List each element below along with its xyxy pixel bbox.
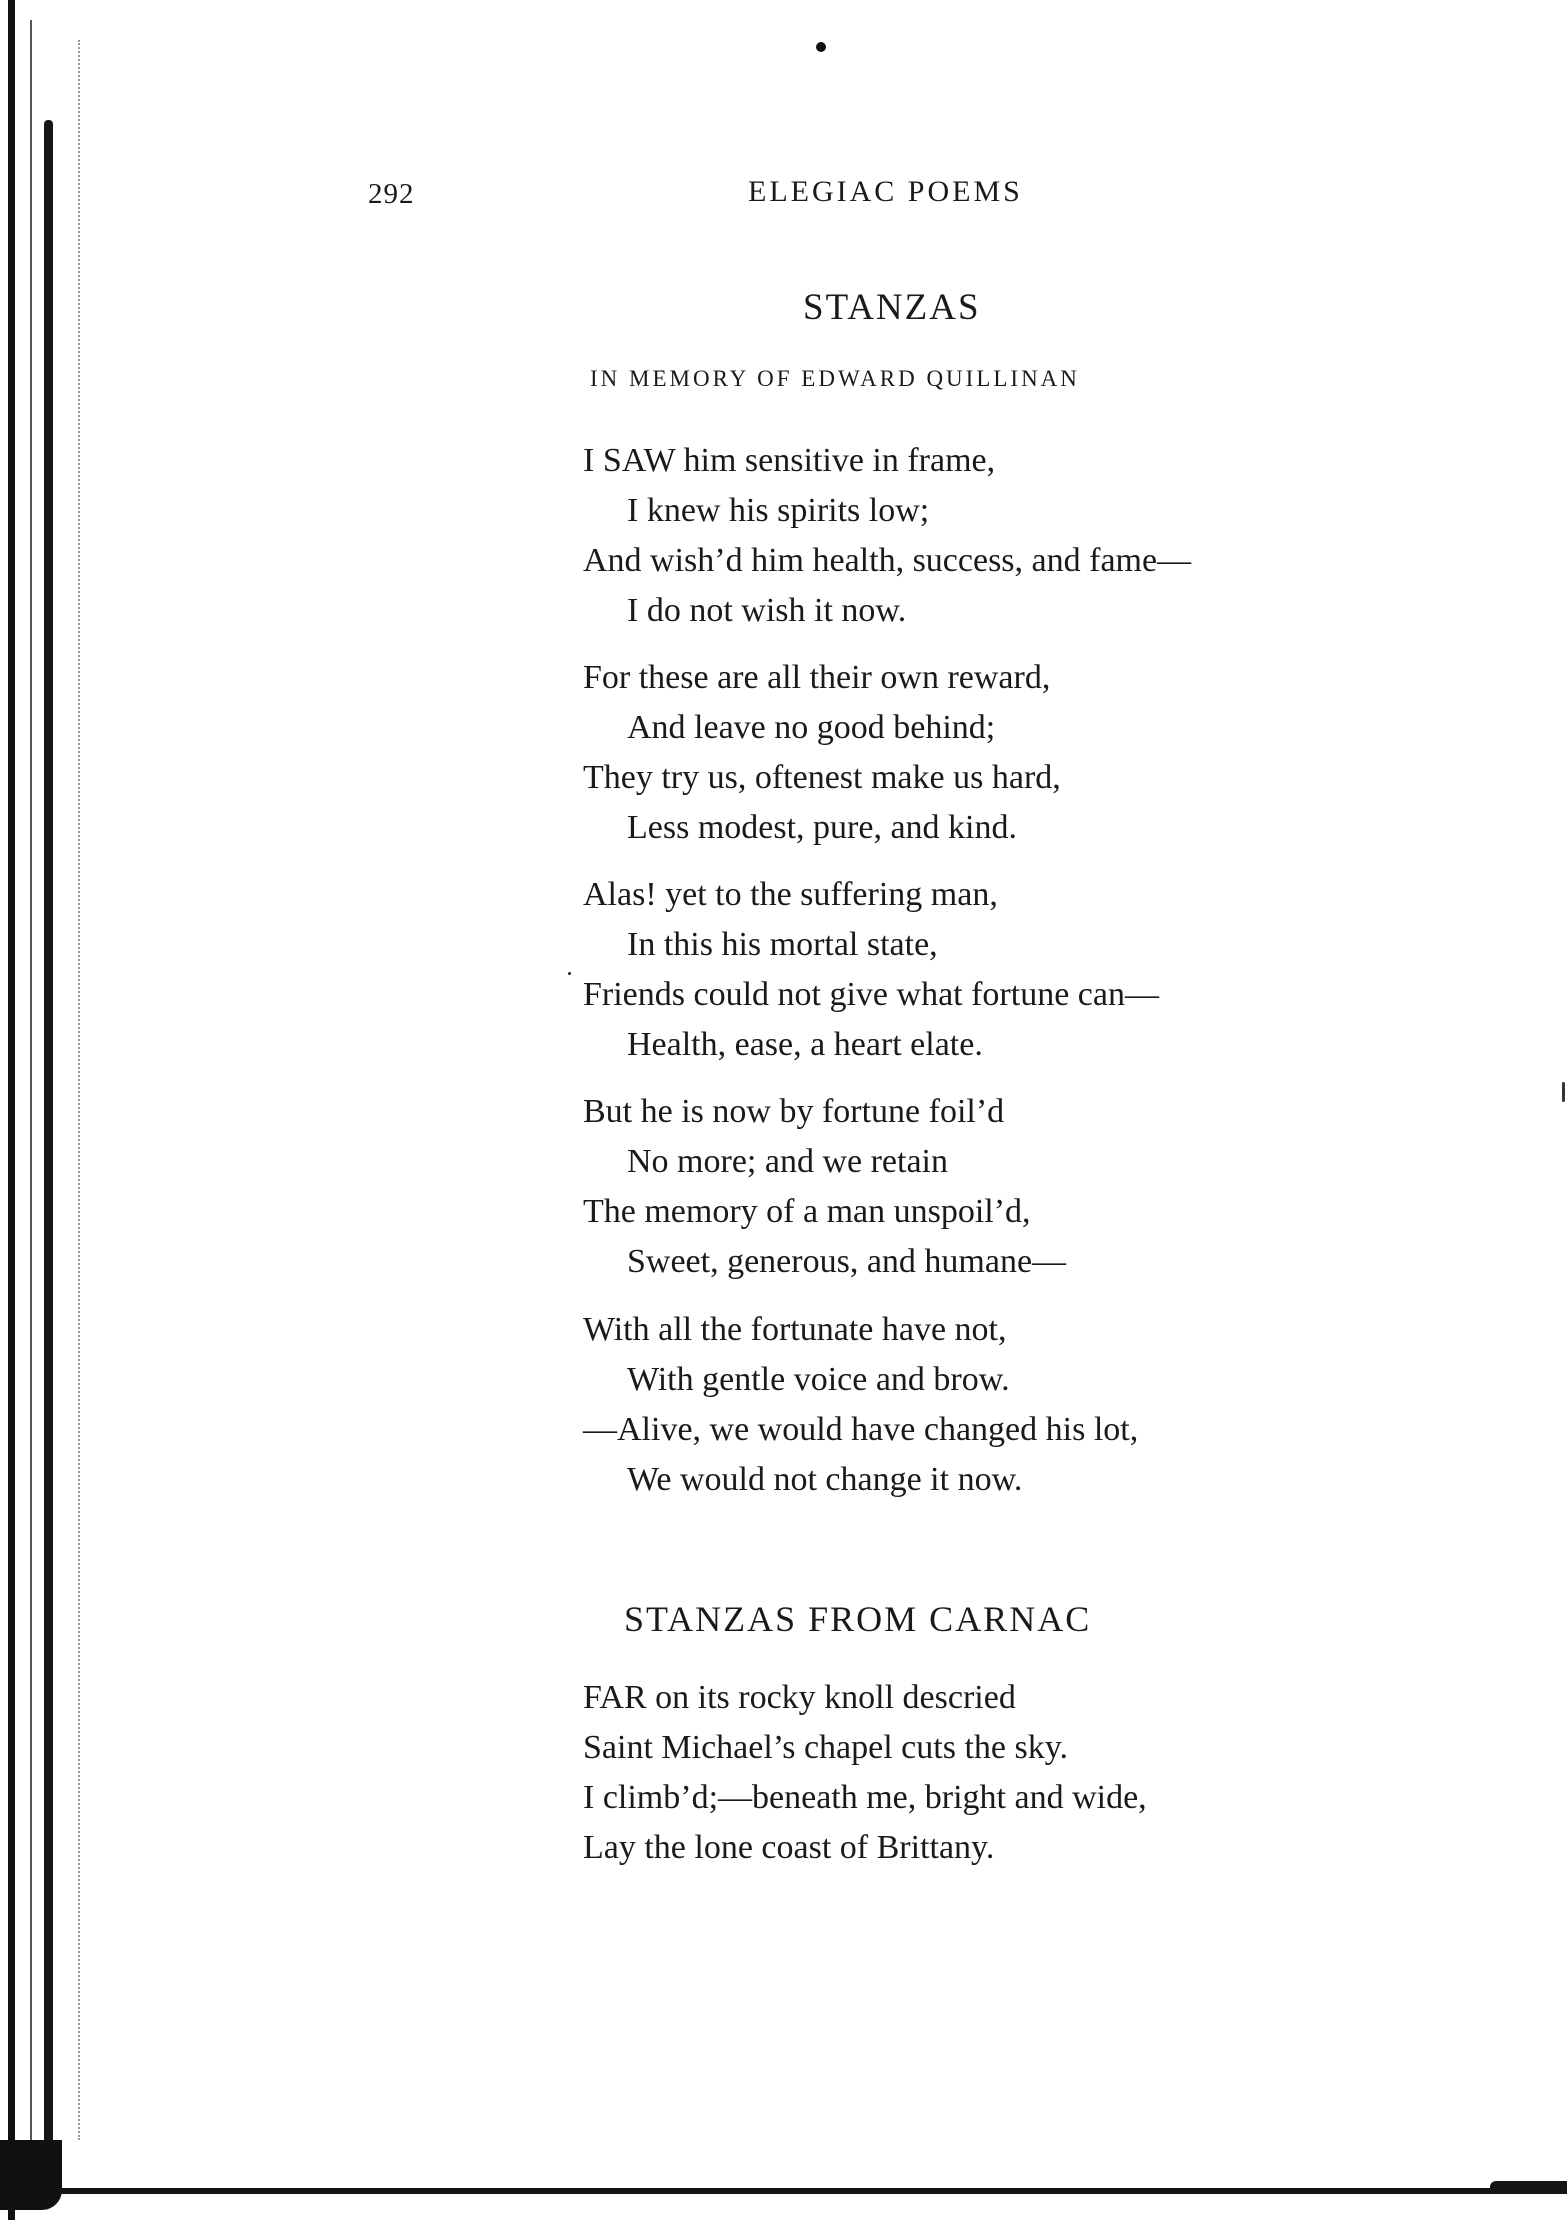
poem-line: For these are all their own reward, bbox=[583, 659, 1051, 696]
poem-line: Less modest, pure, and kind. bbox=[627, 809, 1017, 846]
ink-mark bbox=[1562, 1082, 1565, 1102]
stanza bbox=[583, 1087, 1066, 1287]
bottom-edge bbox=[60, 2188, 1567, 2194]
poem-line: With gentle voice and brow. bbox=[627, 1361, 1010, 1398]
stanza bbox=[583, 1305, 1138, 1505]
stanza bbox=[583, 436, 1191, 636]
ink-speck bbox=[568, 972, 571, 975]
poem-line: —Alive, we would have changed his lot, bbox=[583, 1411, 1139, 1448]
poem-line: FAR on its rocky knoll descried bbox=[583, 1679, 1016, 1716]
poem-line: With all the fortunate have not, bbox=[583, 1311, 1007, 1348]
poem-title: STANZAS bbox=[803, 287, 981, 328]
poem-line: Saint Michael’s chapel cuts the sky. bbox=[583, 1729, 1069, 1766]
poem-line: Lay the lone coast of Brittany. bbox=[583, 1829, 995, 1866]
section-title: STANZAS FROM CARNAC bbox=[624, 1599, 1092, 1639]
poem-line: But he is now by fortune foil’d bbox=[583, 1093, 1005, 1130]
poem-line: No more; and we retain bbox=[627, 1143, 948, 1180]
poem-line: Health, ease, a heart elate. bbox=[627, 1026, 983, 1063]
poem-line: And wish’d him health, success, and fame— bbox=[583, 542, 1192, 579]
binding-stitching bbox=[78, 40, 80, 2140]
poem-line: We would not change it now. bbox=[627, 1461, 1023, 1498]
poem-line: The memory of a man unspoil’d, bbox=[583, 1193, 1031, 1230]
binding-shadow bbox=[44, 120, 53, 2160]
poem-line: And leave no good behind; bbox=[627, 709, 996, 746]
ink-blot bbox=[816, 42, 826, 52]
poem-subtitle: IN MEMORY OF EDWARD QUILLINAN bbox=[590, 366, 1080, 391]
running-head: ELEGIAC POEMS bbox=[748, 175, 1023, 208]
poem-line: Alas! yet to the suffering man, bbox=[583, 876, 998, 913]
poem-line: I knew his spirits low; bbox=[627, 492, 930, 529]
poem-line: I climb’d;—beneath me, bright and wide, bbox=[583, 1779, 1147, 1816]
binding-corner bbox=[0, 2140, 62, 2210]
bottom-edge-corner bbox=[1490, 2181, 1567, 2191]
poem-line: I do not wish it now. bbox=[627, 592, 907, 629]
stanza bbox=[583, 1673, 1147, 1873]
poem-line: I SAW him sensitive in frame, bbox=[583, 442, 996, 479]
poem-line: They try us, oftenest make us hard, bbox=[583, 759, 1061, 796]
poem-line: Sweet, generous, and humane— bbox=[627, 1243, 1067, 1280]
stanza bbox=[583, 653, 1061, 853]
stanza bbox=[583, 870, 1159, 1070]
page-number: 292 bbox=[368, 178, 415, 210]
poem-line: In this his mortal state, bbox=[627, 926, 938, 963]
poem-line: Friends could not give what fortune can— bbox=[583, 976, 1159, 1013]
binding-edge bbox=[8, 0, 15, 2220]
binding-edge-line bbox=[30, 20, 32, 2140]
